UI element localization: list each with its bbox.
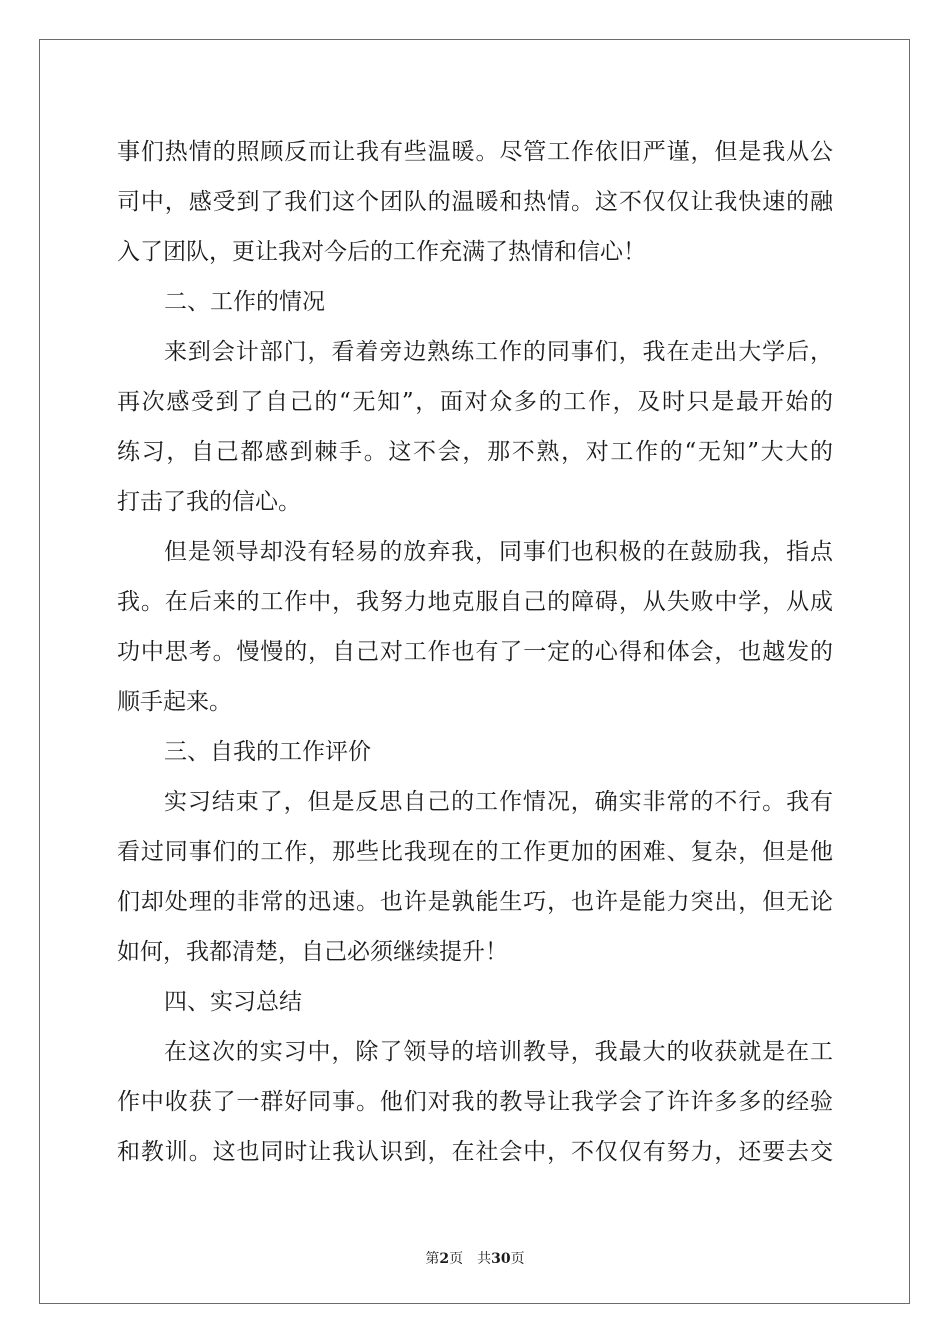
footer-page-prefix: 第: [425, 1251, 440, 1267]
footer-total-pages: 30: [491, 1251, 511, 1267]
text-line: 司中，感受到了我们这个团队的温暖和热情。这不仅仅让我快速的融: [117, 189, 833, 215]
footer-total-prefix: 共: [477, 1251, 492, 1267]
text-line: 练习，自己都感到棘手。这不会，那不熟，对工作的“无知”大大的: [117, 439, 833, 465]
text-line: 看过同事们的工作，那些比我现在的工作更加的困难、复杂，但是他: [117, 839, 833, 865]
text-line: 作中收获了一群好同事。他们对我的教导让我学会了许许多多的经验: [117, 1089, 833, 1115]
footer-page-number: 2: [439, 1251, 450, 1267]
document-body: [117, 127, 833, 1177]
text-line: 和教训。这也同时让我认识到，在社会中，不仅仅有努力，还要去交: [117, 1139, 833, 1165]
text-line: 但是领导却没有轻易的放弃我，同事们也积极的在鼓励我，指点: [164, 539, 833, 565]
text-line: 打击了我的信心。: [117, 489, 301, 515]
text-line: 入了团队，更让我对今后的工作充满了热情和信心！: [117, 239, 646, 265]
footer-total-suffix: 页: [510, 1251, 525, 1267]
text-line: 三、自我的工作评价: [164, 739, 371, 765]
page-footer: [0, 1248, 950, 1268]
text-line: 如何，我都清楚，自己必须继续提升！: [117, 939, 508, 965]
text-line: 再次感受到了自己的“无知”，面对众多的工作，及时只是最开始的: [117, 389, 833, 415]
text-line: 顺手起来。: [117, 689, 232, 715]
text-line: 二、工作的情况: [164, 289, 325, 315]
text-line: 功中思考。慢慢的，自己对工作也有了一定的心得和体会，也越发的: [117, 639, 833, 665]
text-line: 来到会计部门，看着旁边熟练工作的同事们，我在走出大学后，: [164, 339, 833, 365]
text-line: 在这次的实习中，除了领导的培训教导，我最大的收获就是在工: [164, 1039, 833, 1065]
footer-page-suffix: 页: [449, 1251, 464, 1267]
text-line: 我。在后来的工作中，我努力地克服自己的障碍，从失败中学，从成: [117, 589, 833, 615]
text-line: 实习结束了，但是反思自己的工作情况，确实非常的不行。我有: [164, 789, 833, 815]
text-line: 四、实习总结: [164, 989, 302, 1015]
text-line: 事们热情的照顾反而让我有些温暖。尽管工作依旧严谨，但是我从公: [117, 139, 833, 165]
text-line: 们却处理的非常的迅速。也许是孰能生巧，也许是能力突出，但无论: [117, 889, 833, 915]
